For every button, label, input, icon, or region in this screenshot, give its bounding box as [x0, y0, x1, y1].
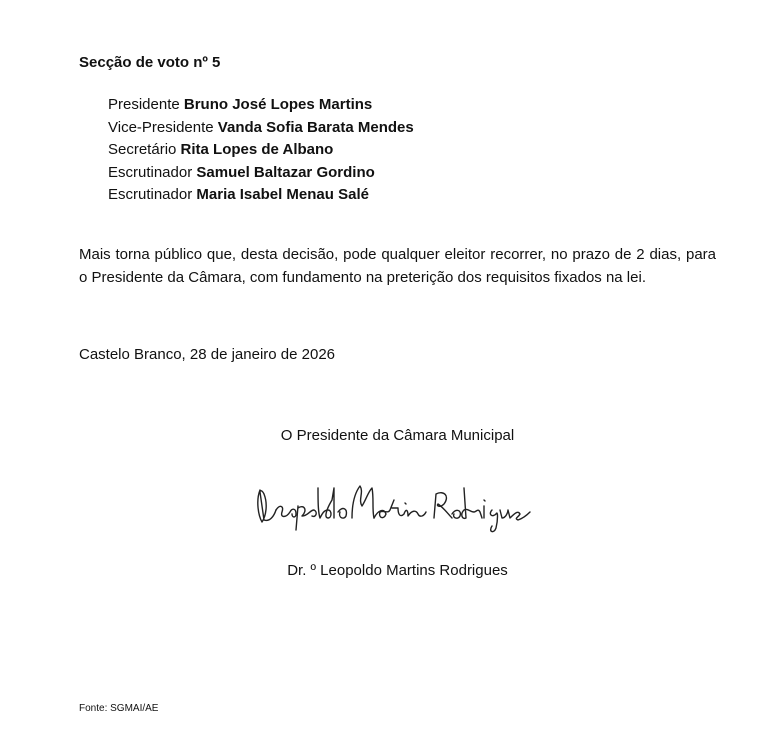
appeal-notice: Mais torna público que, desta decisão, pode qualquer eleitor recorrer, no prazo de 2 dias, para o Presidente da Câmara, com fundamento na preterição dos requisitos fixados na lei.: [79, 246, 716, 286]
member-row: [108, 117, 414, 140]
section-title: Secção de voto nº 5: [79, 54, 221, 71]
place-and-date: Castelo Branco, 28 de janeiro de 2026: [79, 346, 336, 363]
member-row: [108, 184, 414, 207]
member-role: Escrutinador: [108, 186, 193, 203]
signatory-title: O Presidente da Câmara Municipal: [280, 427, 515, 444]
member-role: Vice-Presidente: [108, 118, 214, 136]
signatory-name: Dr. º Leopoldo Martins Rodrigues: [287, 562, 508, 579]
member-role: Secretário: [108, 141, 177, 158]
member-name: Rita Lopes de Albano: [180, 141, 334, 158]
member-name: Bruno José Lopes Martins: [183, 96, 373, 113]
member-name: Maria Isabel Menau Salé: [196, 186, 369, 203]
member-name: Samuel Baltazar Gordino: [196, 163, 375, 181]
member-row: [108, 94, 414, 117]
member-name: Vanda Sofia Barata Mendes: [217, 118, 414, 136]
member-row: [108, 162, 414, 185]
handwritten-signature: [248, 470, 538, 540]
member-row: [108, 139, 414, 162]
member-role: Presidente: [108, 96, 180, 113]
source-note: Fonte: SGMAI/AE: [79, 703, 159, 714]
member-role: Escrutinador: [108, 163, 193, 181]
polling-station-members: [108, 94, 414, 207]
